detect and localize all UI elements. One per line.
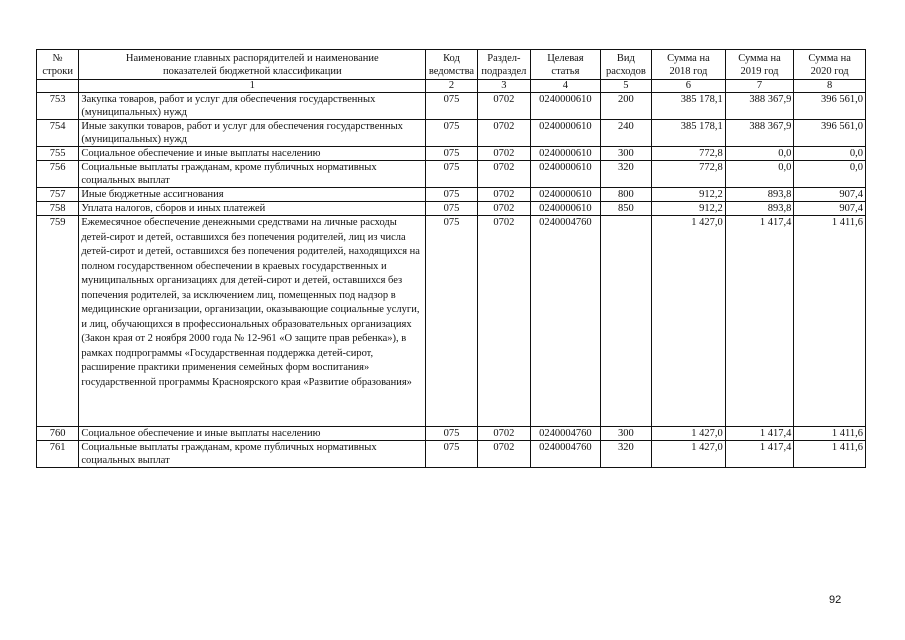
row-name: Закупка товаров, работ и услуг для обеспечения государственных (муниципальных) нужд	[79, 93, 426, 120]
row-target: 0240004760	[531, 441, 601, 468]
column-number-row	[37, 80, 866, 93]
header-section: Раздел- подраздел	[477, 50, 530, 80]
row-section: 0702	[477, 202, 530, 216]
row-target: 0240000610	[531, 202, 601, 216]
row-sum-2018: 385 178,1	[652, 120, 726, 147]
row-dept: 075	[426, 216, 477, 427]
table-row	[37, 441, 866, 468]
row-sum-2018: 1 427,0	[652, 216, 726, 427]
row-number: 757	[37, 188, 79, 202]
budget-table	[36, 49, 866, 468]
row-name: Ежемесячное обеспечение денежными средствами на личные расходы детей-сирот и детей, оставшихся без попечения родителей, лиц из числа детей-сирот и детей, оставшихся без попечения родителей, находящихся на полном государственном обеспечении в краевых государственных и муниципальных организациях для детей-сирот и детей, оставшихся без попечения родителей, за исключением лиц, помещенных под надзор в медицинские организации, организации, оказывающие социальные услуги, и лиц, обучающихся в профессиональных образовательных организациях (Закон края от 2 ноября 2000 года № 12-961 «О защите прав ребенка»), в рамках подпрограммы «Государственная поддержка детей-сирот, расширение практики применения семейных форм воспитания» государственной программы Красноярского края «Развитие образования»	[79, 216, 426, 427]
row-sum-2019: 1 417,4	[725, 216, 794, 427]
header-sum-2018: Сумма на 2018 год	[652, 50, 726, 80]
row-type: 320	[600, 161, 651, 188]
header-sum-2020: Сумма на 2020 год	[794, 50, 866, 80]
row-sum-2019: 388 367,9	[725, 93, 794, 120]
row-target: 0240000610	[531, 120, 601, 147]
table-row	[37, 216, 866, 427]
row-target: 0240000610	[531, 147, 601, 161]
col-number: 6	[652, 80, 726, 93]
row-sum-2018: 1 427,0	[652, 427, 726, 441]
row-sum-2018: 772,8	[652, 147, 726, 161]
row-number: 753	[37, 93, 79, 120]
row-target: 0240000610	[531, 161, 601, 188]
header-target: Целевая статья	[531, 50, 601, 80]
table-row	[37, 93, 866, 120]
row-section: 0702	[477, 188, 530, 202]
row-sum-2019: 0,0	[725, 161, 794, 188]
row-name: Социальные выплаты гражданам, кроме публичных нормативных социальных выплат	[79, 441, 426, 468]
row-target: 0240004760	[531, 216, 601, 427]
row-name: Социальное обеспечение и иные выплаты населению	[79, 427, 426, 441]
row-type: 300	[600, 427, 651, 441]
row-sum-2018: 385 178,1	[652, 93, 726, 120]
header-dept: Код ведомства	[426, 50, 477, 80]
table-row	[37, 202, 866, 216]
row-type: 800	[600, 188, 651, 202]
row-number: 761	[37, 441, 79, 468]
row-sum-2019: 893,8	[725, 202, 794, 216]
row-number: 754	[37, 120, 79, 147]
row-sum-2020: 1 411,6	[794, 216, 866, 427]
col-number: 4	[531, 80, 601, 93]
row-type: 300	[600, 147, 651, 161]
row-number: 759	[37, 216, 79, 427]
row-sum-2020: 907,4	[794, 202, 866, 216]
row-section: 0702	[477, 427, 530, 441]
row-type: 850	[600, 202, 651, 216]
row-dept: 075	[426, 441, 477, 468]
row-dept: 075	[426, 202, 477, 216]
header-sum-2019: Сумма на 2019 год	[725, 50, 794, 80]
row-dept: 075	[426, 161, 477, 188]
header-row-no: № строки	[37, 50, 79, 80]
col-number: 8	[794, 80, 866, 93]
row-type: 320	[600, 441, 651, 468]
table-row	[37, 161, 866, 188]
row-sum-2019: 1 417,4	[725, 441, 794, 468]
row-sum-2020: 0,0	[794, 161, 866, 188]
row-section: 0702	[477, 161, 530, 188]
row-type: 200	[600, 93, 651, 120]
row-type: 240	[600, 120, 651, 147]
row-number: 760	[37, 427, 79, 441]
row-number: 758	[37, 202, 79, 216]
row-name: Социальное обеспечение и иные выплаты населению	[79, 147, 426, 161]
col-number: 1	[79, 80, 426, 93]
col-number: 2	[426, 80, 477, 93]
row-sum-2020: 1 411,6	[794, 427, 866, 441]
row-dept: 075	[426, 147, 477, 161]
row-dept: 075	[426, 427, 477, 441]
row-sum-2018: 1 427,0	[652, 441, 726, 468]
row-sum-2018: 912,2	[652, 188, 726, 202]
row-sum-2020: 907,4	[794, 188, 866, 202]
row-sum-2019: 893,8	[725, 188, 794, 202]
row-dept: 075	[426, 93, 477, 120]
table-header-row	[37, 50, 866, 80]
row-name: Иные закупки товаров, работ и услуг для обеспечения государственных (муниципальных) нужд	[79, 120, 426, 147]
row-sum-2018: 772,8	[652, 161, 726, 188]
col-number: 3	[477, 80, 530, 93]
row-target: 0240000610	[531, 93, 601, 120]
row-sum-2019: 0,0	[725, 147, 794, 161]
page-number: 92	[829, 594, 842, 606]
row-number: 755	[37, 147, 79, 161]
row-name: Социальные выплаты гражданам, кроме публичных нормативных социальных выплат	[79, 161, 426, 188]
col-number: 5	[600, 80, 651, 93]
table-row	[37, 427, 866, 441]
row-section: 0702	[477, 441, 530, 468]
header-name: Наименование главных распорядителей и наименование показателей бюджетной классификации	[79, 50, 426, 80]
row-section: 0702	[477, 93, 530, 120]
row-number: 756	[37, 161, 79, 188]
row-sum-2019: 388 367,9	[725, 120, 794, 147]
table-row	[37, 147, 866, 161]
col-number: 7	[725, 80, 794, 93]
row-type	[600, 216, 651, 427]
row-sum-2020: 396 561,0	[794, 93, 866, 120]
row-dept: 075	[426, 188, 477, 202]
row-sum-2020: 396 561,0	[794, 120, 866, 147]
row-section: 0702	[477, 147, 530, 161]
row-name: Уплата налогов, сборов и иных платежей	[79, 202, 426, 216]
row-name: Иные бюджетные ассигнования	[79, 188, 426, 202]
row-sum-2020: 0,0	[794, 147, 866, 161]
row-section: 0702	[477, 216, 530, 427]
row-sum-2020: 1 411,6	[794, 441, 866, 468]
row-sum-2018: 912,2	[652, 202, 726, 216]
row-target: 0240000610	[531, 188, 601, 202]
row-section: 0702	[477, 120, 530, 147]
row-target: 0240004760	[531, 427, 601, 441]
row-dept: 075	[426, 120, 477, 147]
table-row	[37, 188, 866, 202]
col-number	[37, 80, 79, 93]
table-row	[37, 120, 866, 147]
header-exp-type: Вид расходов	[600, 50, 651, 80]
row-sum-2019: 1 417,4	[725, 427, 794, 441]
